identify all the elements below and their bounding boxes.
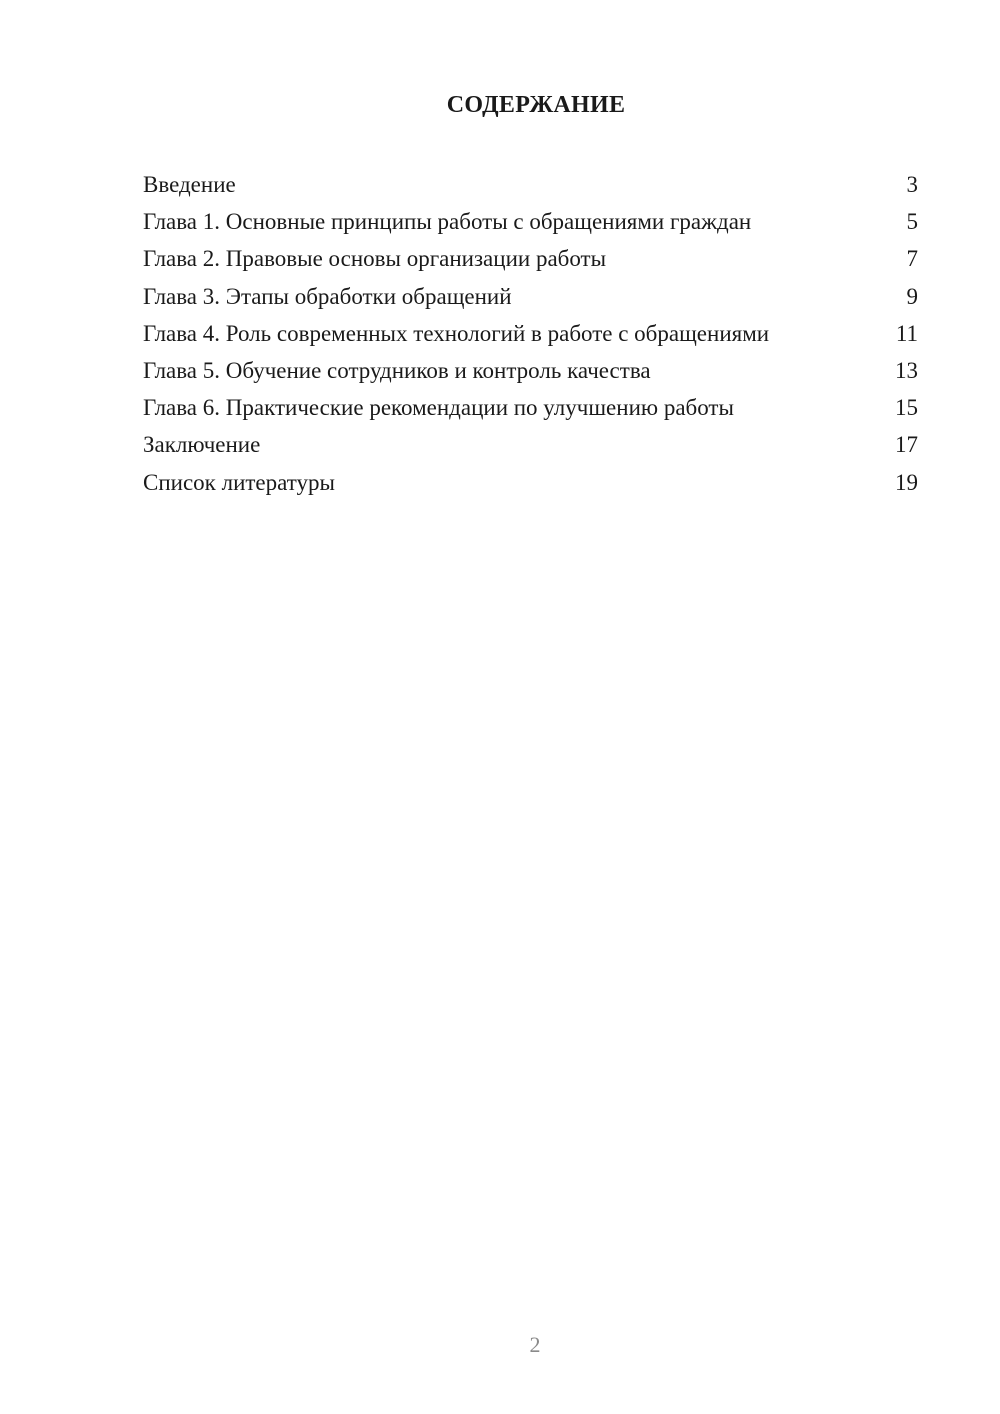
toc-entry-page: 9 bbox=[906, 283, 918, 309]
toc-entry-label: Глава 3. Этапы обработки обращений bbox=[143, 283, 512, 309]
toc-entry-page: 17 bbox=[895, 432, 918, 458]
page-number: 2 bbox=[529, 1332, 541, 1357]
toc-entry bbox=[143, 466, 918, 503]
toc-entry-page: 19 bbox=[895, 469, 918, 495]
toc-entry-label: Глава 4. Роль современных технологий в работе с обращениями bbox=[143, 320, 770, 346]
toc-entry-label: Глава 2. Правовые основы организации работы bbox=[143, 246, 607, 272]
toc-entry-page: 7 bbox=[906, 246, 918, 272]
toc-entry-label: Глава 5. Обучение сотрудников и контроль качества bbox=[143, 357, 651, 383]
toc-entry bbox=[143, 205, 918, 242]
toc-entry bbox=[143, 428, 918, 465]
toc-entry-label: Список литературы bbox=[143, 469, 335, 495]
toc-entry bbox=[143, 317, 918, 354]
toc-entry-label: Глава 6. Практические рекомендации по улучшению работы bbox=[143, 395, 734, 421]
toc-entry-page: 13 bbox=[895, 357, 918, 383]
toc-entry bbox=[143, 280, 918, 317]
toc-entry bbox=[143, 391, 918, 428]
toc-entry-page: 5 bbox=[906, 209, 918, 235]
toc-entry-page: 11 bbox=[895, 320, 918, 346]
toc-entry-page: 15 bbox=[895, 395, 918, 421]
page-title: СОДЕРЖАНИЕ bbox=[446, 92, 626, 118]
toc-entry bbox=[143, 168, 918, 205]
toc-entry bbox=[143, 242, 918, 279]
toc-entry-label: Введение bbox=[143, 172, 236, 197]
toc-entry-page: 3 bbox=[906, 172, 918, 197]
toc-entry-label: Заключение bbox=[143, 432, 261, 458]
toc-entry bbox=[143, 354, 918, 391]
toc-entry-label: Глава 1. Основные принципы работы с обращениями граждан bbox=[143, 209, 752, 235]
table-of-contents bbox=[143, 168, 918, 503]
